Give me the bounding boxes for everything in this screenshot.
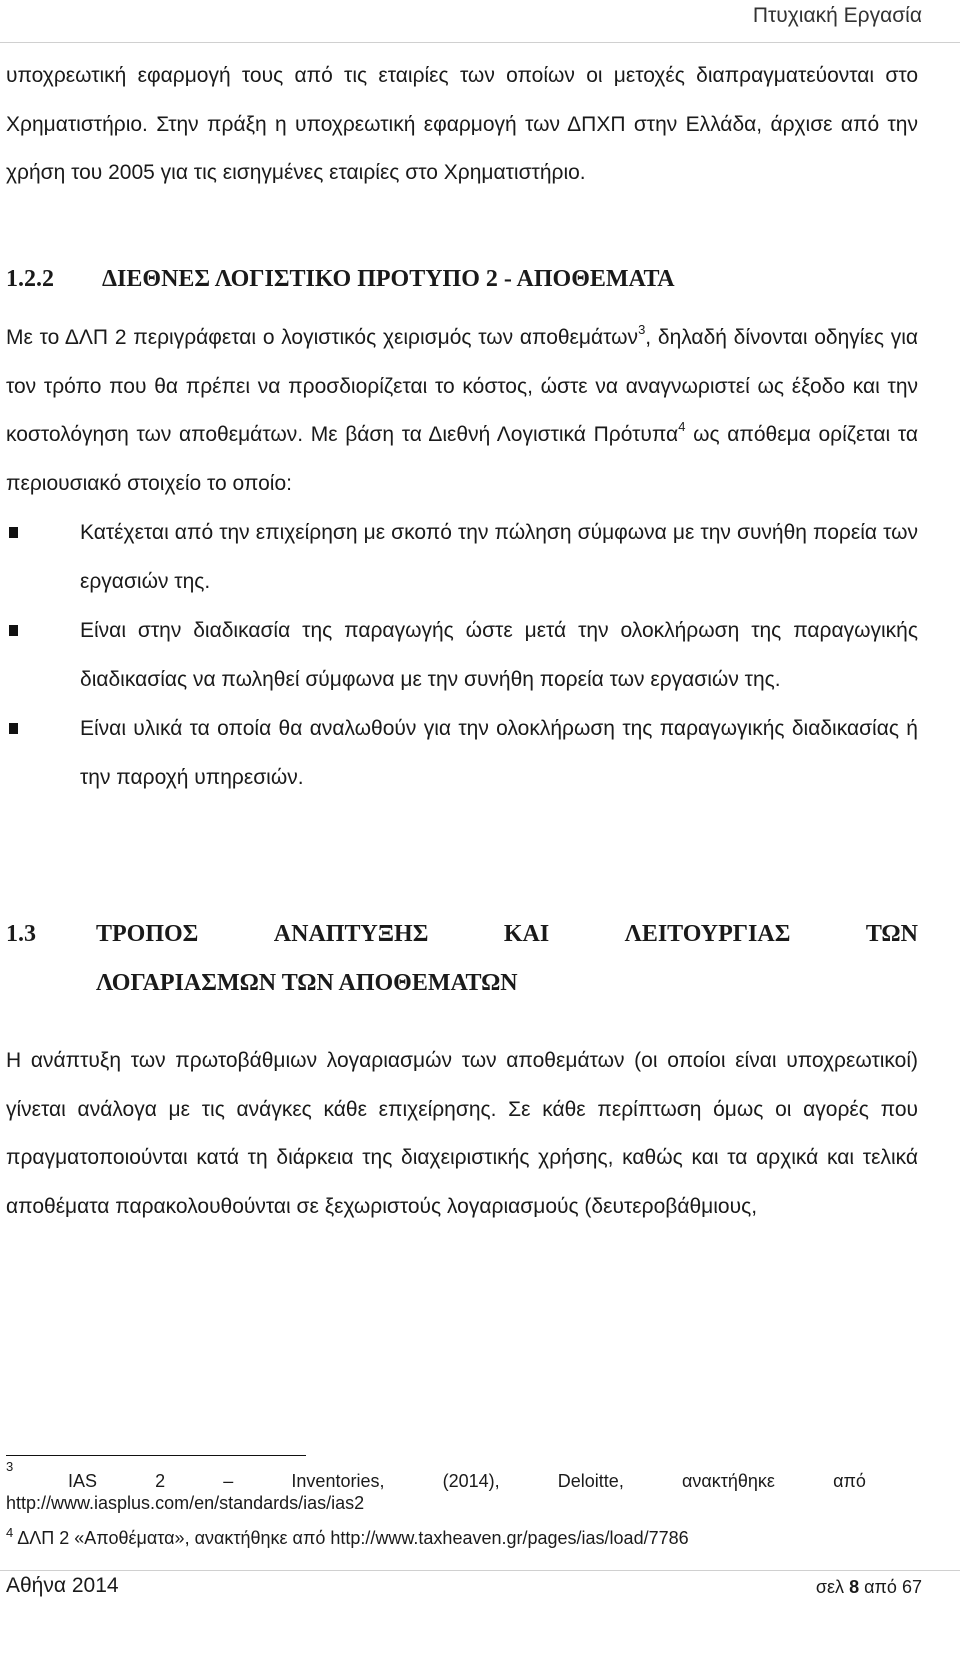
page-prefix: σελ <box>815 1577 845 1597</box>
paragraph-text: Με το ΔΛΠ 2 περιγράφεται ο λογιστικός χειρισμός των αποθεμάτων <box>6 326 639 349</box>
section-heading-1-2-2 <box>6 266 675 293</box>
footnote-ref-4[interactable]: 4 <box>678 419 686 434</box>
title-word: ΤΩΝ <box>865 921 918 947</box>
list-item <box>6 509 918 606</box>
title-word: ΚΑΙ <box>503 921 550 947</box>
page-of: από <box>864 1577 897 1597</box>
footnote-word: από <box>833 1471 866 1491</box>
footnote-word: IAS <box>68 1471 98 1491</box>
footnote-separator <box>6 1455 306 1456</box>
list-item-text: Είναι υλικά τα οποία θα αναλωθούν για την ολοκλήρωση της παραγωγικής διαδικασίας ή την παροχή υπηρεσιών. <box>80 717 918 789</box>
section-number: 1.3 <box>6 921 36 947</box>
square-bullet-icon <box>9 625 18 636</box>
paragraph-ias2 <box>6 314 918 508</box>
footnote-3 <box>6 1459 866 1514</box>
paragraph-accounts: Η ανάπτυξη των πρωτοβάθμιων λογαριασμών των αποθεμάτων (οι οποίοι είναι υποχρεωτικοί) γίνεται ανάλογα με τις ανάγκες κάθε επιχείρησης. Σε κάθε περίπτωση όμως οι αγορές που πραγματοποιούνται κατά τη διάρκεια της διαχειριστικής χρήσης, καθώς και τα αρχικά και τελικά αποθέματα παρακολουθούνται σε ξεχωριστούς λογαριασμούς (δευτεροβάθμιους, <box>6 1049 918 1218</box>
footnote-mark: 3 <box>6 1459 14 1474</box>
page-total: 67 <box>901 1577 922 1597</box>
header-rule <box>0 42 960 43</box>
section-title-line1 <box>6 910 198 959</box>
footnote-url-link[interactable]: http://www.iasplus.com/en/standards/ias/ias2 <box>6 1493 365 1513</box>
title-word: ΑΝΑΠΤΥΞΗΣ <box>273 921 429 947</box>
footnote-ref-3[interactable]: 3 <box>638 322 646 337</box>
list-item-text: Κατέχεται από την επιχείρηση με σκοπό την πώληση σύμφωνα με την συνήθη πορεία των εργασιών της. <box>80 521 918 593</box>
section-title: ΔΙΕΘΝΕΣ ΛΟΓΙΣΤΙΚΟ ΠΡΟΤΥΠΟ 2 - ΑΠΟΘΕΜΑΤΑ <box>102 266 675 292</box>
footnote-word: – <box>223 1471 234 1491</box>
list-item <box>6 705 918 802</box>
list-item-text: Είναι στην διαδικασία της παραγωγής ώστε μετά την ολοκλήρωση της παραγωγικής διαδικασίας να πωληθεί σύμφωνα με την συνήθη πορεία των εργασιών της. <box>80 619 918 691</box>
footnote-text: ΔΛΠ 2 «Αποθέματα», ανακτήθηκε από http://www.taxheaven.gr/pages/ias/load/7786 <box>17 1528 689 1548</box>
footer-rule <box>0 1570 960 1571</box>
running-header: Πτυχιακή Εργασία <box>752 4 922 27</box>
paragraph-text: ως απόθεμα ορίζεται τα περιουσιακό στοιχείο το οποίο: <box>6 423 918 495</box>
footer-location-year: Αθήνα 2014 <box>6 1574 119 1597</box>
square-bullet-icon <box>9 723 18 734</box>
section-title-line2: ΛΟΓΑΡΙΑΣΜΩΝ ΤΩΝ ΑΠΟΘΕΜΑΤΩΝ <box>96 969 518 996</box>
page-current: 8 <box>849 1577 860 1597</box>
footnote-word: ανακτήθηκε <box>681 1471 775 1491</box>
page-number <box>816 1577 922 1598</box>
footnote-word: (2014), <box>442 1471 500 1491</box>
footnote-mark: 4 <box>6 1525 14 1540</box>
title-word: ΛΕΙΤΟΥΡΓΙΑΣ <box>624 921 791 947</box>
paragraph-text: , δηλαδή δίνονται οδηγίες για τον τρόπο που θα πρέπει να προσδιορίζεται το κόστος, ώστε να αναγνωριστεί ως έξοδο και την κοστολόγηση των αποθεμάτων. Με βάση τα Διεθνή Λογιστικά Πρότυπα <box>6 326 918 446</box>
section-number: 1.2.2 <box>6 266 54 292</box>
footnote-word: 2 <box>155 1471 166 1491</box>
footnote-4 <box>6 1527 866 1551</box>
footnote-word: Deloitte, <box>557 1471 624 1491</box>
square-bullet-icon <box>9 527 18 538</box>
paragraph-intro: υποχρεωτική εφαρμογή τους από τις εταιρίες των οποίων οι μετοχές διαπραγματεύονται στο Χρηματιστήριο. Στην πράξη η υποχρεωτική εφαρμογή των ΔΠΧΠ στην Ελλάδα, άρχισε από την χρήση του 2005 για τις εισηγμένες εταιρίες στο Χρηματιστήριο. <box>6 64 918 184</box>
section-heading-1-3 <box>6 910 918 1007</box>
inventory-definition-list <box>6 509 918 802</box>
footnote-word: Inventories, <box>291 1471 385 1491</box>
title-word: ΤΡΟΠΟΣ <box>96 921 199 947</box>
list-item <box>6 607 918 704</box>
